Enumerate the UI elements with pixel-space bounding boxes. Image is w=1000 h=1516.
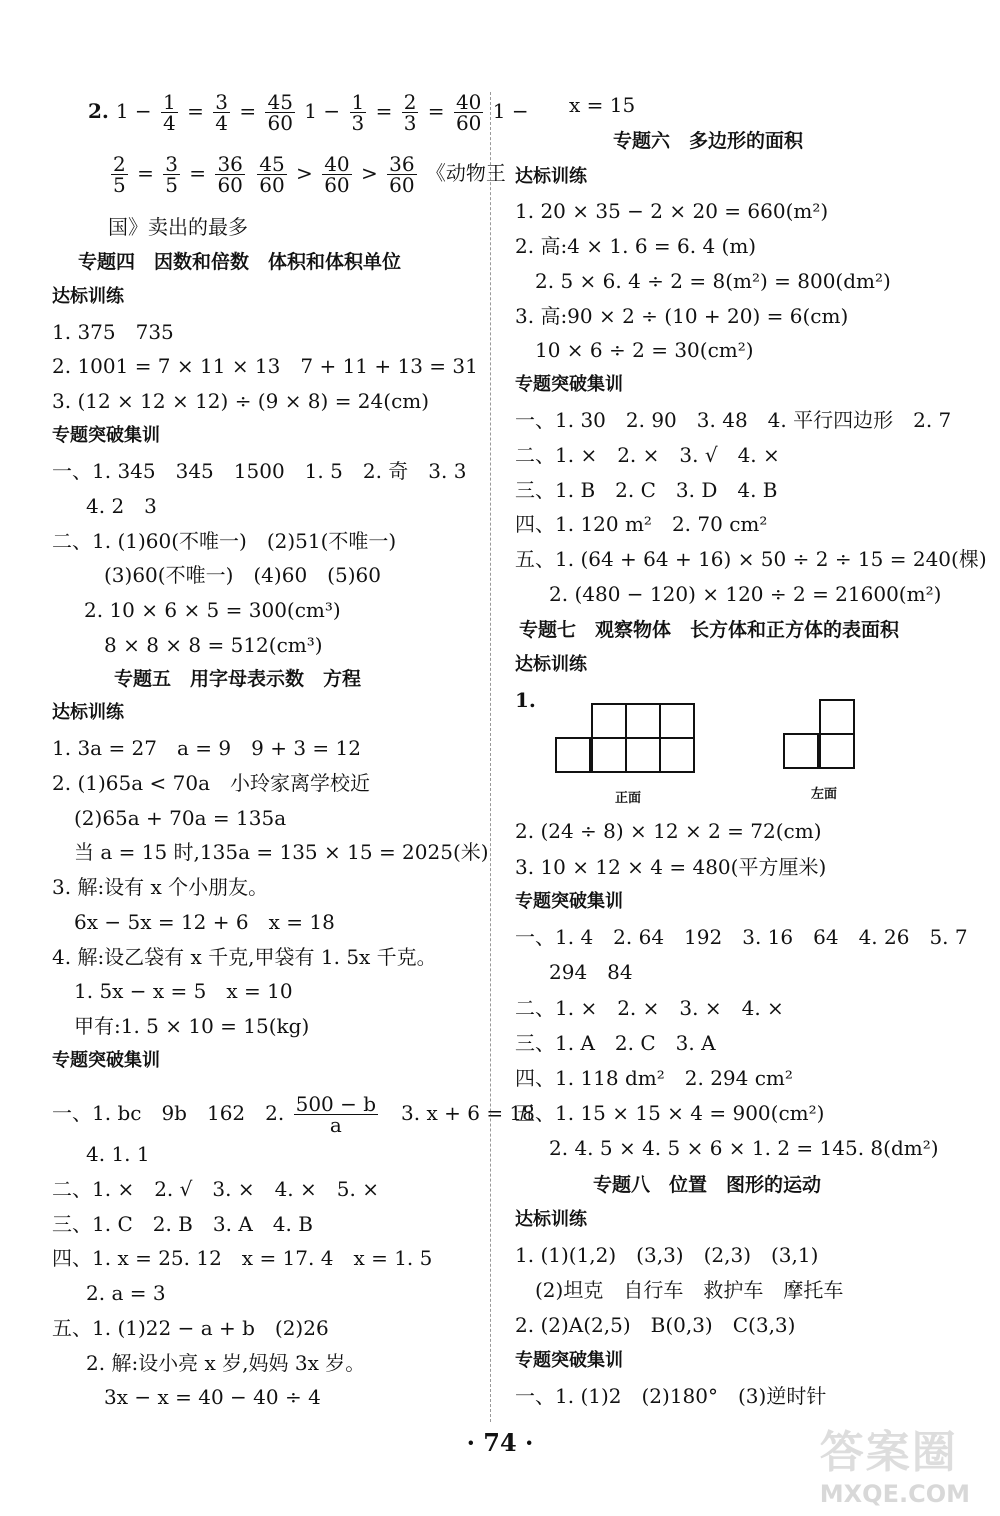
watermark (820, 1416, 970, 1508)
answer-line: 三、1. B 2. C 3. D 4. B (515, 478, 778, 502)
answer-line: 2. 1001 = 7 × 11 × 13 7 + 11 + 13 = 31 (52, 354, 478, 378)
fraction: $\frac{45}{60}$ (267, 90, 293, 135)
front-bottom-cell (625, 737, 661, 773)
answer-line: 一、1. 30 2. 90 3. 48 4. 平行四边形 2. 7 (515, 408, 952, 432)
answer-line: $\frac{2}{5}$ = $\frac{3}{5}$ = $\frac{36}{60}$ $\frac{45}{60}$ > $\frac{40}{60}$ > $\frac{36}{60}$ 《动物王 (113, 152, 506, 197)
answer-line: 3. 10 × 12 × 4 = 480(平方厘米) (515, 855, 827, 879)
front-bottom-cell (659, 737, 695, 773)
front-view-caption: 正面 (615, 791, 642, 806)
fraction: $\frac{3}{4}$ (215, 90, 228, 135)
subsection-heading: 专题突破集训 (52, 1050, 160, 1071)
answer-line: 1. (515, 688, 536, 712)
answer-line: 2. (2)A(2,5) B(0,3) C(3,3) (515, 1313, 796, 1337)
answer-line: 二、1. (1)60(不唯一) (2)51(不唯一) (52, 529, 397, 553)
subsection-heading: 达标训练 (515, 166, 587, 187)
answer-line: (2)坦克 自行车 救护车 摩托车 (535, 1278, 844, 1302)
subsection-heading: 专题突破集训 (515, 1350, 623, 1371)
answer-line: 2. 4. 5 × 4. 5 × 6 × 1. 2 = 145. 8(dm²) (549, 1136, 939, 1160)
answer-line: 当 a = 15 时,135a = 135 × 15 = 2025(米) (74, 840, 489, 864)
answer-line: 二、1. × 2. √ 3. × 4. × 5. × (52, 1177, 379, 1201)
answer-line: 4. 解:设乙袋有 x 千克,甲袋有 1. 5x 千克。 (52, 945, 437, 969)
front-top-cell (659, 703, 695, 739)
answer-line: (2)65a + 70a = 135a (74, 806, 287, 830)
answer-line: (3)60(不唯一) (4)60 (5)60 (104, 563, 381, 587)
left-bottom-cell (783, 733, 819, 769)
answer-line: 2. 解:设小亮 x 岁,妈妈 3x 岁。 (86, 1351, 366, 1375)
answer-line: 3x − x = 40 − 40 ÷ 4 (104, 1385, 321, 1409)
left-bottom-cell (819, 733, 855, 769)
left-view-figure (783, 699, 859, 771)
front-top-cell (591, 703, 627, 739)
answer-line: 甲有:1. 5 × 10 = 15(kg) (74, 1014, 310, 1038)
front-top-cell (625, 703, 661, 739)
fraction: $\frac{1}{4}$ (163, 90, 176, 135)
answer-line: 1. 375 735 (52, 320, 174, 344)
answer-line: 一、1. 4 2. 64 192 3. 16 64 4. 26 5. 7 (515, 925, 968, 949)
section-heading: 专题七 观察物体 长方体和正方体的表面积 (519, 619, 900, 641)
answer-line: 2. (1)65a < 70a 小玲家离学校近 (52, 771, 370, 795)
subsection-heading: 达标训练 (52, 286, 124, 307)
answer-line: 10 × 6 ÷ 2 = 30(cm²) (535, 338, 754, 362)
fraction: $\frac{36}{60}$ (217, 152, 243, 197)
fraction: $\frac{2}{5}$ (113, 152, 126, 197)
answer-line: 四、1. x = 25. 12 x = 17. 4 x = 1. 5 (52, 1246, 433, 1270)
answer-line: 二、1. × 2. × 3. × 4. × (515, 996, 784, 1020)
answer-line: 1. (1)(1,2) (3,3) (2,3) (3,1) (515, 1243, 819, 1267)
answer-line: 二、1. × 2. × 3. √ 4. × (515, 443, 780, 467)
fraction: $\frac{1}{3}$ (351, 90, 365, 135)
answer-line: 8 × 8 × 8 = 512(cm³) (104, 633, 323, 657)
watermark-logo: 答案圈 (819, 1427, 958, 1478)
section-heading: 专题六 多边形的面积 (613, 130, 804, 152)
answer-line: 6x − 5x = 12 + 6 x = 18 (74, 910, 335, 934)
answer-line: 4. 1. 1 (86, 1142, 150, 1166)
answer-line: 三、1. C 2. B 3. A 4. B (52, 1212, 313, 1236)
answer-line: 2. (480 − 120) × 120 ÷ 2 = 21600(m²) (549, 582, 942, 606)
answer-line: 2. a = 3 (86, 1281, 166, 1305)
subsection-heading: 达标训练 (515, 654, 587, 675)
front-view-figure (555, 703, 699, 775)
answer-line: 3. (12 × 12 × 12) ÷ (9 × 8) = 24(cm) (52, 389, 430, 413)
answer-line: 2. 1 − $\frac{1}{4}$ = $\frac{3}{4}$ = $\frac{45}{60}$ 1 − $\frac{1}{3}$ = $\frac{2}{3}$ = $\frac{40}{60}$ 1 − (88, 90, 529, 135)
subsection-heading: 专题突破集训 (515, 374, 623, 395)
column-divider (490, 92, 491, 1422)
answer-line: 五、1. 15 × 15 × 4 = 900(cm²) (515, 1101, 825, 1125)
answer-line: 一、1. 345 345 1500 1. 5 2. 奇 3. 3 (52, 459, 467, 483)
answer-line: 一、1. bc 9b 162 2. $\frac{500 - b}{a}$ 3. x + 6 = 18 (52, 1092, 535, 1137)
answer-line: 1. 5x − x = 5 x = 10 (74, 979, 293, 1003)
answer-line: 2. (24 ÷ 8) × 12 × 2 = 72(cm) (515, 819, 822, 843)
answer-line: 2. 5 × 6. 4 ÷ 2 = 8(m²) = 800(dm²) (535, 269, 891, 293)
answer-line: 国》卖出的最多 (108, 215, 248, 239)
answer-line: x = 15 (569, 93, 636, 117)
answer-line: 2. 10 × 6 × 5 = 300(cm³) (84, 598, 341, 622)
left-top-cell (819, 699, 855, 735)
answer-line: 1. 20 × 35 − 2 × 20 = 660(m²) (515, 199, 829, 223)
subsection-heading: 专题突破集训 (52, 425, 160, 446)
answer-line: 一、1. (1)2 (2)180° (3)逆时针 (515, 1384, 827, 1408)
answer-line: 四、1. 120 m² 2. 70 cm² (515, 512, 768, 536)
answer-line: 3. 解:设有 x 个小朋友。 (52, 875, 269, 899)
fraction: $\frac{40}{60}$ (324, 152, 350, 197)
watermark-url: MXQE.COM (819, 1480, 970, 1508)
answer-line: 4. 2 3 (86, 494, 157, 518)
fraction: $\frac{3}{5}$ (165, 152, 178, 197)
fraction: $\frac{500 - b}{a}$ (295, 1092, 377, 1137)
answer-line: 三、1. A 2. C 3. A (515, 1031, 716, 1055)
section-heading: 专题四 因数和倍数 体积和体积单位 (78, 251, 402, 273)
section-heading: 专题八 位置 图形的运动 (593, 1174, 822, 1196)
answer-line: 3. 高:90 × 2 ÷ (10 + 20) = 6(cm) (515, 304, 849, 328)
front-bottom-cell (591, 737, 627, 773)
answer-line: 五、1. (1)22 − a + b (2)26 (52, 1316, 329, 1340)
page-number: · 74 · (466, 1428, 534, 1457)
answer-line: 四、1. 118 dm² 2. 294 cm² (515, 1066, 793, 1090)
subsection-heading: 达标训练 (515, 1209, 587, 1230)
front-bottom-cell (555, 737, 591, 773)
answer-line: 294 84 (549, 960, 633, 984)
answer-line: 2. 高:4 × 1. 6 = 6. 4 (m) (515, 234, 757, 258)
subsection-heading: 专题突破集训 (515, 891, 623, 912)
fraction: $\frac{36}{60}$ (389, 152, 415, 197)
fraction: $\frac{2}{3}$ (403, 90, 417, 135)
subsection-heading: 达标训练 (52, 702, 124, 723)
answer-line: 五、1. (64 + 64 + 16) × 50 ÷ 2 ÷ 15 = 240(棵) (515, 547, 987, 571)
left-view-caption: 左面 (811, 787, 838, 802)
section-heading: 专题五 用字母表示数 方程 (114, 668, 362, 690)
answer-line: 1. 3a = 27 a = 9 9 + 3 = 12 (52, 736, 361, 760)
fraction: $\frac{40}{60}$ (455, 90, 482, 135)
fraction: $\frac{45}{60}$ (259, 152, 285, 197)
